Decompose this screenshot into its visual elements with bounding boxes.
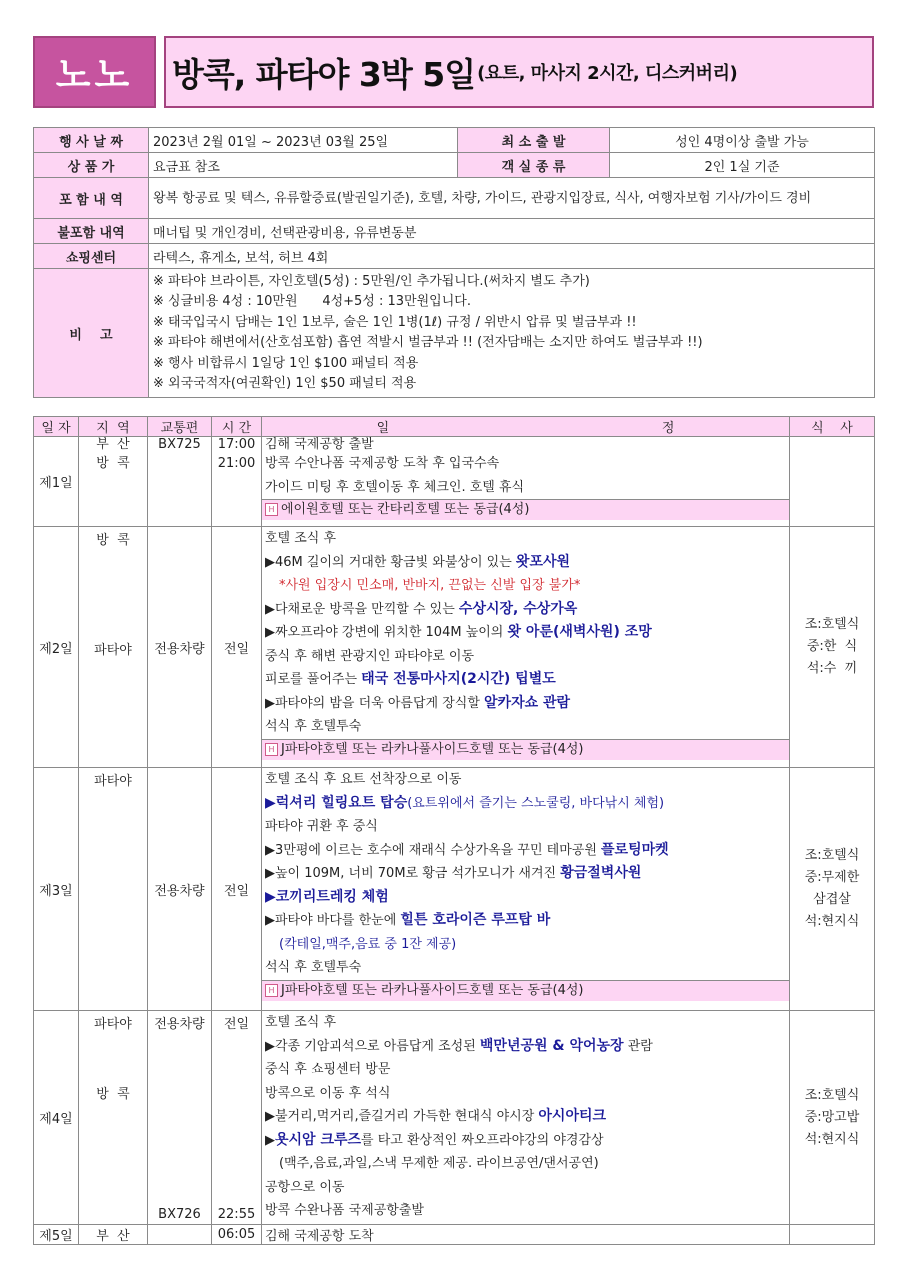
day3-transport: 전용차량	[148, 768, 212, 1011]
product-code-badge: 노노	[33, 36, 156, 108]
page-title-box	[164, 36, 874, 108]
day3-time: 전일	[212, 768, 262, 1011]
note-item: ※ 파타야 해변에서(산호섬포함) 흡연 적발시 벌금부과 !! (전자담배는 소지만 하여도 벌금부과 !!)	[153, 335, 703, 350]
schedule-line	[265, 839, 786, 863]
col-region: 지 역	[79, 417, 148, 437]
meal-item: 조:호텔식	[804, 848, 860, 863]
min-departure-value: 성인 4명이상 출발 가능	[610, 128, 875, 153]
hotel-name: J파타야호텔 또는 라카나풀사이드호텔 또는 동급(4성)	[281, 982, 584, 998]
price-value: 요금표 참조	[149, 153, 458, 178]
day2-time: 전일	[212, 527, 262, 768]
text: ▶각종 기암괴석으로 아름답게 조성된	[265, 1038, 480, 1054]
day2-meal	[790, 527, 875, 768]
notes-list	[149, 269, 875, 398]
col-time: 시 간	[212, 417, 262, 437]
meal-item: 중:한 식	[806, 639, 858, 654]
meal-item: 석:현지식	[804, 1131, 860, 1147]
region: 방 콕	[96, 1087, 130, 1102]
schedule-line: (칵테일,맥주,음료 중 1잔 제공)	[279, 936, 457, 952]
day4-meal	[790, 1011, 875, 1225]
day5-meal	[790, 1225, 875, 1245]
schedule-line	[265, 792, 786, 816]
text: ▶불거리,먹거리,즐길거리 가득한 현대식 야시장	[265, 1109, 539, 1124]
period-value: 2023년 2월 01일 ~ 2023년 03월 25일	[149, 128, 458, 153]
schedule-line	[265, 1035, 786, 1059]
shopping-value: 라텍스, 휴게소, 보석, 허브 4회	[149, 244, 875, 269]
day3-label: 제3일	[34, 768, 79, 1011]
text: ▶	[265, 1132, 275, 1148]
period-label: 행 사 날 짜	[34, 128, 149, 153]
col-schedule: 일 정	[262, 417, 790, 437]
day5-row	[34, 1225, 875, 1245]
col-day: 일 자	[34, 417, 79, 437]
day5-label: 제5일	[34, 1225, 79, 1245]
text: 관람	[623, 1038, 653, 1054]
hotel-name: J파타야호텔 또는 라카나풀사이드호텔 또는 동급(4성)	[281, 741, 584, 757]
schedule-line: 중식 후 해변 관광지인 파타야로 이동	[265, 648, 475, 664]
day1-schedule	[262, 437, 790, 527]
highlight: 수상시장, 수상가옥	[458, 600, 578, 617]
info-table	[33, 127, 875, 398]
schedule-line: 공항으로 이동	[265, 1179, 345, 1195]
flight-code: BX725	[158, 437, 201, 452]
excluded-value: 매너팁 및 개인경비, 선택관광비용, 유류변동분	[149, 219, 875, 244]
room-type-value: 2인 1실 기준	[610, 153, 875, 178]
day5-region: 부 산	[79, 1225, 148, 1245]
day2-transport: 전용차량	[148, 527, 212, 768]
schedule-line: 방콕 수안나폼 국제공항 도착 후 입국수속	[265, 456, 500, 471]
region: 파타야	[94, 1017, 132, 1032]
note-item: ※ 태국입국시 담배는 1인 1보루, 술은 1인 1병(1ℓ) 규정 / 위반시 압류 및 벌금부과 !!	[153, 314, 637, 330]
time: 21:00	[217, 456, 256, 471]
shopping-label: 쇼핑센터	[34, 244, 149, 269]
page-title: 방콕, 파타야 3박 5일	[172, 54, 476, 94]
schedule-line: 방콕 수완나폼 국제공항출발	[265, 1203, 424, 1218]
note-item: ※ 파타야 브라이튼, 자인호텔(5성) : 5만원/인 추가됩니다.(써차지 별도 추가)	[153, 273, 590, 289]
highlight: 아시아티크	[538, 1108, 607, 1124]
hotel-line	[262, 980, 789, 1001]
hotel-line	[262, 739, 789, 760]
meal-item: 조:호텔식	[804, 1087, 860, 1103]
hotel-icon: H	[265, 984, 278, 997]
schedule-line: 방콕으로 이동 후 석식	[265, 1085, 391, 1101]
region: 파타야	[94, 643, 132, 658]
day5-schedule: 김해 국제공항 도착	[262, 1225, 790, 1245]
schedule-line: 석식 후 호텔투숙	[265, 960, 362, 975]
schedule-line: 가이드 미팅 후 호텔이동 후 체크인. 호텔 휴식	[265, 479, 525, 495]
itinerary-table	[33, 416, 875, 1245]
day3-region	[79, 768, 148, 1011]
region: 파타야	[94, 774, 132, 789]
schedule-line	[265, 862, 786, 886]
col-transport: 교통편	[148, 417, 212, 437]
schedule-line	[265, 668, 786, 692]
meal-item: 중:망고밥	[804, 1109, 860, 1125]
time: 17:00	[217, 437, 256, 452]
day4-times	[212, 1011, 262, 1225]
schedule-line	[265, 598, 786, 622]
schedule-line: ▶코끼리트레킹 체험	[265, 888, 389, 905]
note-item: ※ 외국국적자(여권확인) 1인 $50 패널티 적용	[153, 376, 417, 391]
text: 피로를 풀어주는	[265, 672, 362, 687]
schedule-line: 호텔 조식 후	[265, 531, 337, 546]
highlight: 알카자쇼 관람	[484, 694, 571, 711]
text: 를 타고 환상적인 짜오프라야강의 야경감상	[361, 1132, 604, 1148]
highlight: 플로팅마켓	[601, 841, 669, 858]
day2-regions	[79, 527, 148, 768]
schedule-line: 중식 후 쇼핑센터 방문	[265, 1062, 391, 1077]
day4-schedule	[262, 1011, 790, 1225]
schedule-line: 호텔 조식 후 요트 선착장으로 이동	[265, 772, 462, 787]
page-subtitle: (요트, 마사지 2시간, 디스커버리)	[477, 63, 738, 84]
highlight: 황금절벽사원	[560, 865, 642, 881]
day5-time: 06:05	[212, 1225, 262, 1245]
notes-label: 비 고	[34, 269, 149, 398]
day4-transport	[148, 1011, 212, 1225]
region: 방 콕	[96, 456, 130, 471]
room-type-label: 객 실 종 류	[458, 153, 610, 178]
schedule-line	[265, 909, 786, 933]
time: 22:55	[217, 1207, 256, 1222]
schedule-line	[265, 551, 786, 575]
text: ▶파타야의 밤을 더욱 아름답게 장식할	[265, 695, 485, 711]
schedule-line: 김해 국제공항 출발	[265, 437, 374, 452]
day1-label: 제1일	[34, 437, 79, 527]
note-item: ※ 행사 비합류시 1일당 1인 $100 패널티 적용	[153, 355, 419, 371]
highlight: 왓 아룬(새벽사원) 조망	[507, 624, 652, 640]
text: ▶짜오프라야 강변에 위치한 104M 높이의	[265, 625, 508, 640]
day4-regions	[79, 1011, 148, 1225]
hotel-icon: H	[265, 743, 278, 756]
col-meal: 식 사	[790, 417, 875, 437]
flight-code: BX726	[158, 1207, 201, 1222]
hotel-icon: H	[265, 503, 278, 516]
day3-meal	[790, 768, 875, 1011]
included-label: 포 함 내 역	[34, 178, 149, 219]
day2-schedule	[262, 527, 790, 768]
highlight: 태국 전통마사지(2시간) 팁별도	[361, 671, 556, 687]
text: ▶다채로운 방콕을 만끽할 수 있는	[265, 601, 459, 617]
transport: 전용차량	[154, 1017, 205, 1032]
meal-item: 삼겹살	[813, 892, 851, 907]
day5-transport	[148, 1225, 212, 1245]
meal-item: 조:호텔식	[804, 617, 860, 632]
highlight: 백만년공원 & 악어농장	[479, 1037, 624, 1054]
text: ▶3만평에 이르는 호수에 재래식 수상가옥을 꾸민 테마공원	[265, 842, 602, 858]
min-departure-label: 최 소 출 발	[458, 128, 610, 153]
hotel-name: 에이원호텔 또는 칸타리호텔 또는 동급(4성)	[281, 502, 530, 517]
day1-row	[34, 437, 875, 527]
highlight: ▶럭셔리 힐링요트 탑승	[265, 794, 408, 811]
day1-transport	[148, 437, 212, 527]
meal-item: 석:수 끼	[806, 661, 858, 676]
included-value: 왕복 항공료 및 텍스, 유류할증료(발권일기준), 호텔, 차량, 가이드, 관광지입장료, 식사, 여행자보험 기사/가이드 경비	[149, 178, 875, 219]
price-label: 상 품 가	[34, 153, 149, 178]
warning-line: *사원 입장시 민소매, 반바지, 끈없는 신발 입장 불가*	[279, 578, 581, 593]
note-item: ※ 싱글비용 4성 : 10만원 4성+5성 : 13만원입니다.	[153, 294, 471, 309]
text: (요트위에서 즐기는 스노쿨링, 바다낚시 체험)	[407, 795, 665, 811]
region: 방 콕	[96, 533, 130, 548]
region: 부 산	[96, 437, 130, 452]
meal-item: 중:무제한	[804, 870, 860, 885]
time: 전일	[223, 1017, 250, 1032]
schedule-line: (맥주,음료,과일,스낵 무제한 제공. 라이브공연/댄서공연)	[279, 1156, 599, 1171]
schedule-line	[265, 621, 786, 645]
highlight: 왓포사원	[515, 553, 571, 570]
day2-row	[34, 527, 875, 768]
excluded-label: 불포함 내역	[34, 219, 149, 244]
day1-meal	[790, 437, 875, 527]
day4-row	[34, 1011, 875, 1225]
day3-row	[34, 768, 875, 1011]
schedule-line: 석식 후 호텔투숙	[265, 719, 362, 734]
schedule-line	[265, 1105, 786, 1129]
highlight: 욧시암 크루즈	[275, 1131, 362, 1148]
meal-item: 석:현지식	[804, 914, 860, 929]
day2-label: 제2일	[34, 527, 79, 768]
highlight: 힐튼 호라이즌 루프탑 바	[400, 912, 551, 928]
schedule-line: 호텔 조식 후	[265, 1015, 337, 1030]
text: ▶파타야 바다를 한눈에	[265, 913, 401, 928]
day3-schedule	[262, 768, 790, 1011]
day1-regions	[79, 437, 148, 527]
schedule-line	[265, 692, 786, 716]
hotel-line	[262, 499, 789, 520]
day4-label: 제4일	[34, 1011, 79, 1225]
schedule-line	[265, 1129, 786, 1153]
text: ▶높이 109M, 너비 70M로 황금 석가모니가 새겨진	[265, 866, 561, 881]
day1-times	[212, 437, 262, 527]
schedule-line: 파타야 귀환 후 중식	[265, 819, 378, 834]
text: ▶46M 길이의 거대한 황금빛 와불상이 있는	[265, 554, 516, 570]
